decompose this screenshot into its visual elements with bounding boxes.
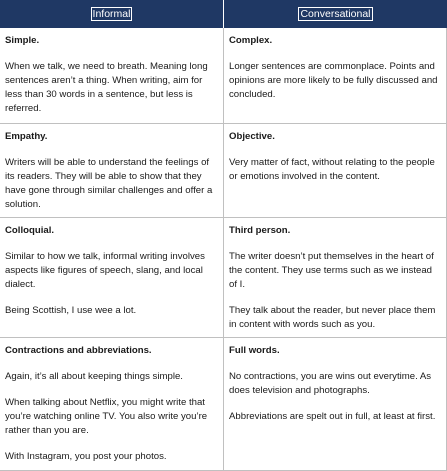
cell-title: Simple. [5, 35, 40, 46]
header-conversational: Conversational [224, 0, 447, 28]
cell-text: Similar to how we talk, informal writing involves aspects like figures of speech, slang, and local dialect. [5, 251, 205, 290]
cell-informal-simple [0, 28, 223, 123]
cell-text: The writer doesn’t put themselves in the heart of the content. They use terms such as we instead of I. [229, 251, 434, 290]
cell-text: With Instagram, you post your photos. [5, 451, 167, 462]
cell-title: Contractions and abbreviations. [5, 345, 152, 356]
cell-informal-colloquial [0, 218, 223, 337]
cell-conversational-complex [224, 28, 446, 123]
cell-title: Colloquial. [5, 225, 55, 236]
cell-text: Again, it’s all about keeping things simple. [5, 371, 183, 382]
header-informal: Informal [0, 0, 223, 28]
cell-informal-contractions [0, 338, 223, 470]
cell-title: Full words. [229, 345, 280, 356]
cell-title: Third person. [229, 225, 291, 236]
cell-text: Very matter of fact, without relating to the people or emotions involved in the content. [229, 157, 435, 182]
cell-title: Complex. [229, 35, 273, 46]
cell-conversational-objective [224, 124, 446, 217]
cell-text: They talk about the reader, but never place them in content with words such as you. [229, 305, 436, 330]
cell-title: Objective. [229, 131, 275, 142]
cell-text: Abbreviations are spelt out in full, at least at first. [229, 411, 436, 422]
cell-conversational-full-words [224, 338, 446, 470]
cell-title: Empathy. [5, 131, 48, 142]
cell-text: Longer sentences are commonplace. Points and opinions are more likely to be fully discussed and concluded. [229, 61, 438, 100]
cell-informal-empathy [0, 124, 223, 217]
cell-conversational-third-person [224, 218, 446, 337]
cell-text: When we talk, we need to breath. Meaning long sentences aren’t a thing. When writing, aim for less than 30 words in a sentence, but less is referred. [5, 61, 208, 114]
cell-text: When talking about Netflix, you might write that you’re watching online TV. You also write you’re rather than you are. [5, 397, 208, 436]
cell-text: No contractions, you are wins out everytime. As does television and photographs. [229, 371, 432, 396]
cell-text: Being Scottish, I use wee a lot. [5, 305, 137, 316]
cell-text: Writers will be able to understand the feelings of its readers. They will be able to show that they have gone through similar challenges and offer a solution. [5, 157, 213, 210]
